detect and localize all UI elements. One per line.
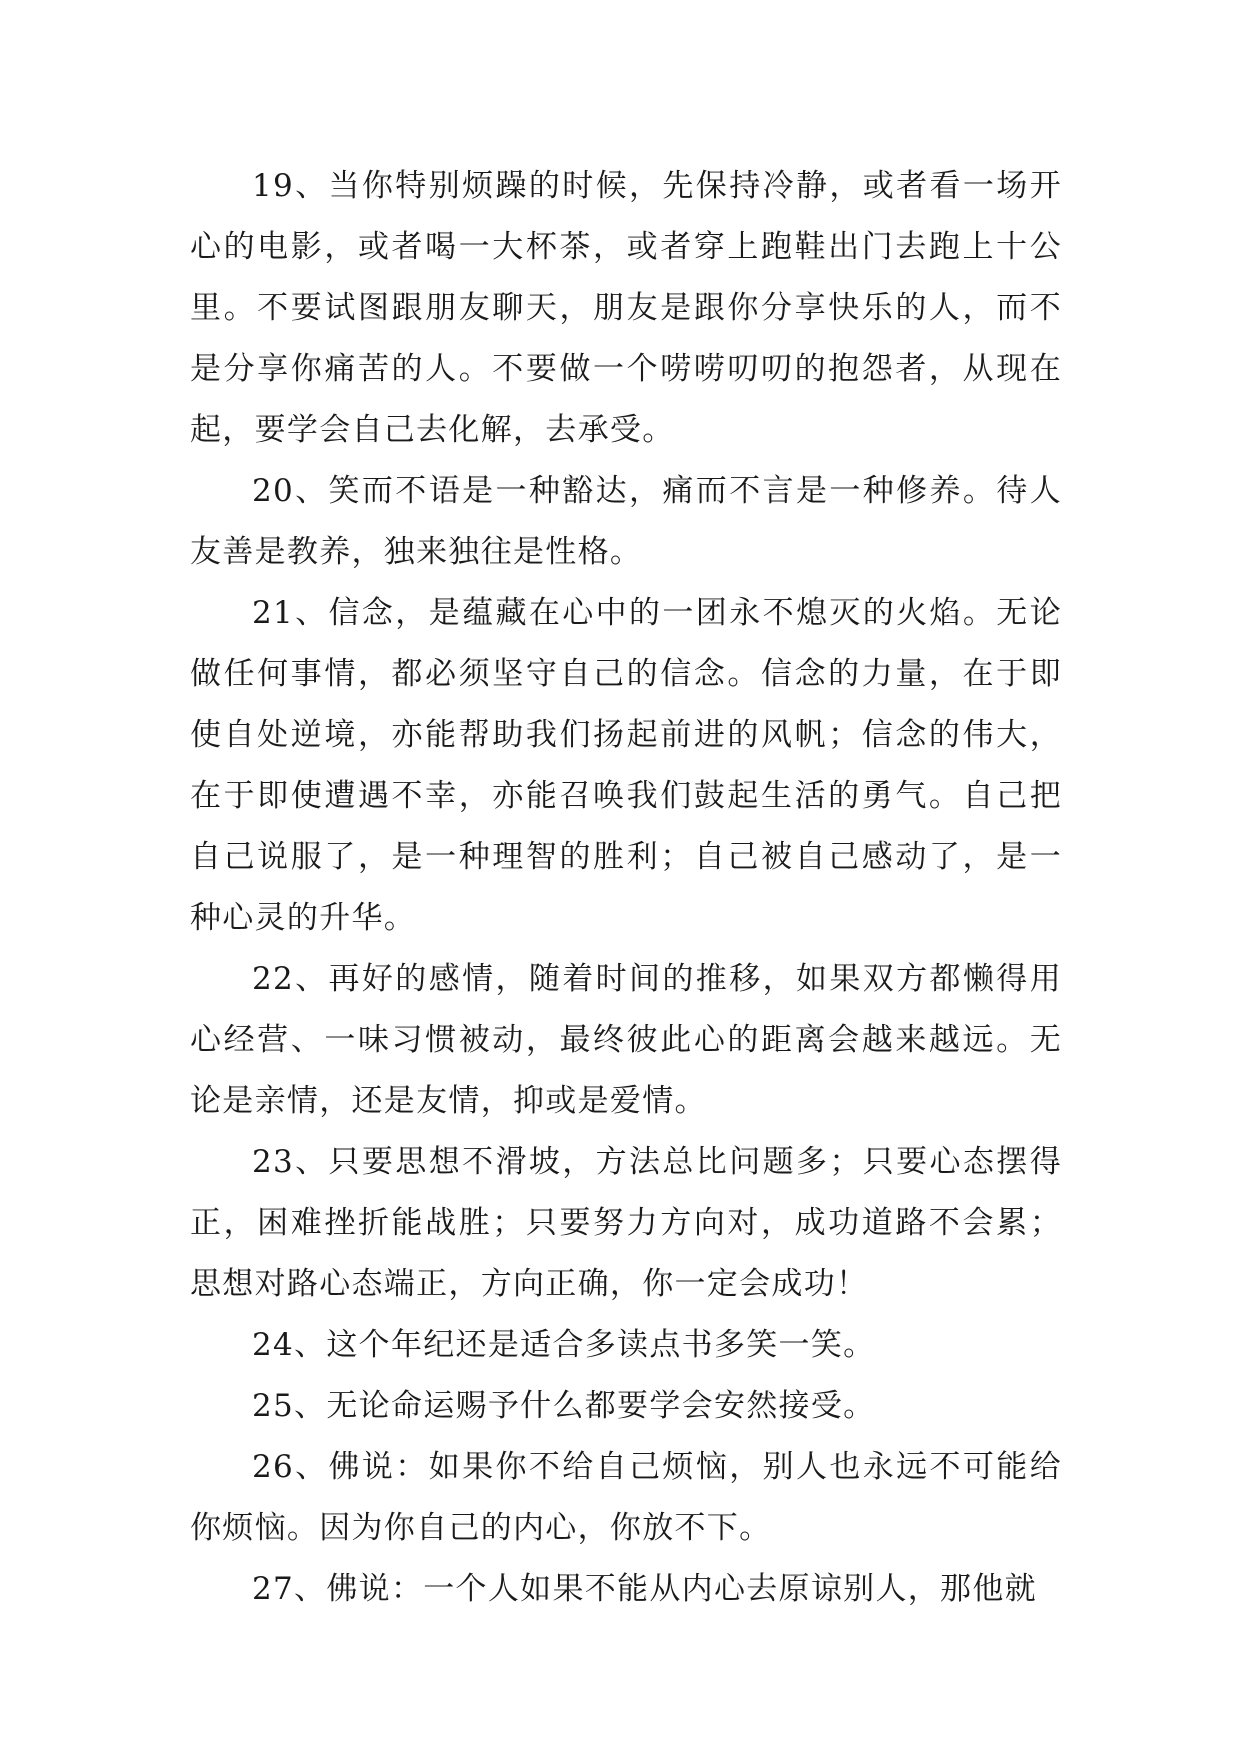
document-body bbox=[190, 156, 1062, 1620]
paragraph-19: 19、当你特别烦躁的时候，先保持冷静，或者看一场开心的电影，或者喝一大杯茶，或者穿上跑鞋出门去跑上十公里。不要试图跟朋友聊天，朋友是跟你分享快乐的人，而不是分享你痛苦的人。不要做一个唠唠叨叨的抱怨者，从现在起，要学会自己去化解，去承受。 bbox=[190, 168, 1062, 448]
paragraph-25: 25、无论命运赐予什么都要学会安然接受。 bbox=[252, 1388, 876, 1424]
paragraph-27: 27、佛说：一个人如果不能从内心去原谅别人，那他就 bbox=[252, 1571, 1037, 1607]
paragraph-22: 22、再好的感情，随着时间的推移，如果双方都懒得用心经营、一味习惯被动，最终彼此心的距离会越来越远。无论是亲情，还是友情，抑或是爱情。 bbox=[190, 961, 1062, 1119]
paragraph-21: 21、信念，是蕴藏在心中的一团永不熄灭的火焰。无论做任何事情，都必须坚守自己的信念。信念的力量，在于即使自处逆境，亦能帮助我们扬起前进的风帆；信念的伟大，在于即使遭遇不幸，亦能召唤我们鼓起生活的勇气。自己把自己说服了，是一种理智的胜利；自己被自己感动了，是一种心灵的升华。 bbox=[190, 595, 1062, 936]
paragraph-20: 20、笑而不语是一种豁达，痛而不言是一种修养。待人友善是教养，独来独往是性格。 bbox=[190, 473, 1062, 570]
paragraph-23: 23、只要思想不滑坡，方法总比问题多；只要心态摆得正，困难挫折能战胜；只要努力方向对，成功道路不会累；思想对路心态端正，方向正确，你一定会成功！ bbox=[190, 1144, 1062, 1302]
paragraph-26: 26、佛说：如果你不给自己烦恼，别人也永远不可能给你烦恼。因为你自己的内心，你放不下。 bbox=[190, 1449, 1062, 1546]
paragraph-24: 24、这个年纪还是适合多读点书多笑一笑。 bbox=[252, 1327, 876, 1363]
